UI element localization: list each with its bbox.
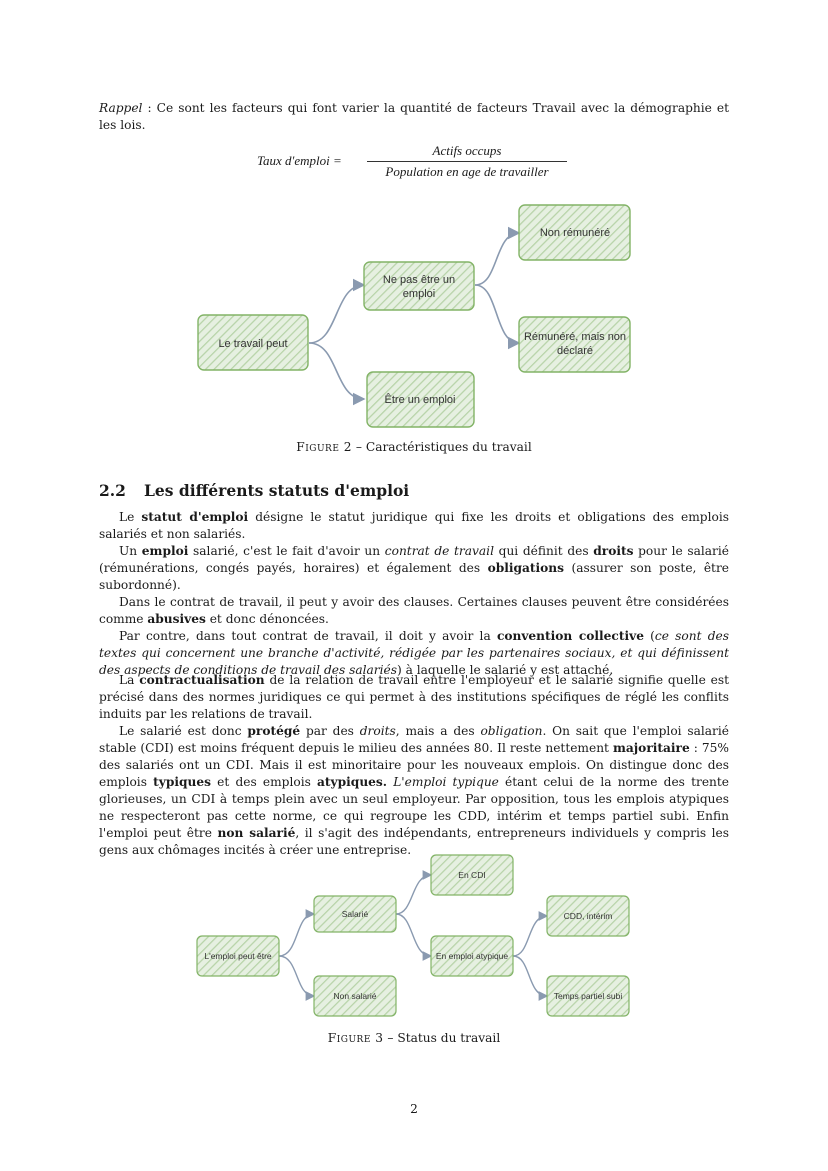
edge3-atypique-partiel [513,956,547,996]
edge3-atypique-cdd [513,916,547,956]
figure-2-diagram [99,195,729,435]
rappel-text: : Ce sont les facteurs qui font varier la quantité de facteurs Travail avec la démographie et les lois. [99,101,729,132]
node3-non-salarie-label: Non salarié [333,991,377,1001]
formula-fraction [367,143,567,180]
paragraph-1: Le statut d'emploi désigne le statut juridique qui fixe les droits et obligations des emplois salariés et non salariés. [99,510,729,541]
paragraph-4: Par contre, dans tout contrat de travail, il doit y avoir la convention collective (ce sont des textes qui concernent une branche d'activité, rédigée par les partenaires sociaux, et qui définissent des aspects de conditions de travail des salariés) à laquelle le salarié y est attaché. [99,629,729,677]
section-title: Les différents statuts d'emploi [143,481,410,500]
figure-3-caption-text: – Status du travail [383,1031,501,1045]
node-not-job [364,262,474,310]
section-heading [99,481,409,500]
paragraph-5: La contractualisation de la relation de travail entre l'employeur et le salarié signifie quelle est précisé dans des normes juridiques ce qui permet à des institutions spécifiques de réglé les conflits induits par les relations de travail. [99,673,730,721]
edge3-salarie-atypique [396,914,431,956]
node3-cdi-label: En CDI [458,870,486,880]
edge3-root-salarie [279,914,314,956]
figure-3-caption [99,1031,729,1045]
section-number: 2.2 [99,481,126,500]
paragraph-6: Le salarié est donc protégé par des droits, mais a des obligation. On sait que l'emploi salarié stable (CDI) est moins fréquent depuis le milieu des années 80. Il reste nettement majoritaire : 75% des salariés ont un CDI. Mais il est minoritaire pour les nouveaux emplois. On distingue donc des emplois typiques et des emplois atypiques. L'emploi typique étant celui de la norme des trente glorieuses, un CDI à temps plein avec un seul employeur. Par opposition, tous les emplois atypiques ne respecteront pas cette norme, ce qui regroupe les CDD, intérim et temps partiel subi. Enfin l'emploi peut être non salarié, il s'agit des indépendants, entrepreneurs individuels y compris les gens aux chômages incités à créer une entreprise. [99,724,730,857]
node-job-label: Être un emploi [384,394,456,406]
paragraph-3: Dans le contrat de travail, il peut y avoir des clauses. Certaines clauses peuvent être considérées comme abusives et donc dénoncées. [99,595,729,626]
section-body-1 [99,509,729,679]
figure-3-caption-label: Figure 3 [327,1031,384,1045]
formula-numerator: Actifs occups [367,143,567,162]
node-unpaid-label: Non rémunéré [539,227,611,239]
edge-root-notjob [309,285,364,343]
rappel-label: Rappel [99,101,143,115]
edge-notjob-unpaid [475,233,519,285]
edge3-salarie-cdi [396,875,431,914]
edge-root-job [309,343,364,399]
page-number: 2 [410,1102,418,1116]
formula-denominator: Population en age de travailler [385,164,549,179]
node-not-job-label-2: emploi [402,288,436,300]
paragraph-2: Un emploi salarié, c'est le fait d'avoir un contrat de travail qui définit des droits pour le salarié (rémunérations, congés payés, horaires) et également des obligations (assurer son poste, être subordonné). [99,544,729,592]
figure-2-caption [99,440,729,454]
node-paid-label-2: déclaré [556,345,594,357]
edge3-root-nonsalarie [279,956,314,996]
node3-salarie-label: Salarié [341,909,369,919]
node3-cdd-label: CDD, intérim [563,911,613,921]
figure-2-caption-text: – Caractéristiques du travail [352,440,532,454]
node3-root-label: L'emploi peut être [204,951,272,961]
node-root-label: Le travail peut [218,338,288,350]
formula-lhs: Taux d'emploi = [257,153,342,168]
node3-atypique-label: En emploi atypique [435,951,509,961]
rappel-paragraph [99,100,729,134]
figure-3-diagram [99,850,729,1025]
node3-partiel-label: Temps partiel subi [553,991,623,1001]
figure-2-caption-label: Figure 2 [296,440,353,454]
node-not-job-label-1: Ne pas être un [382,274,456,286]
section-body-2 [99,672,729,859]
edge-notjob-paid [475,285,519,343]
node-paid-label-1: Rémunéré, mais non [523,331,627,343]
